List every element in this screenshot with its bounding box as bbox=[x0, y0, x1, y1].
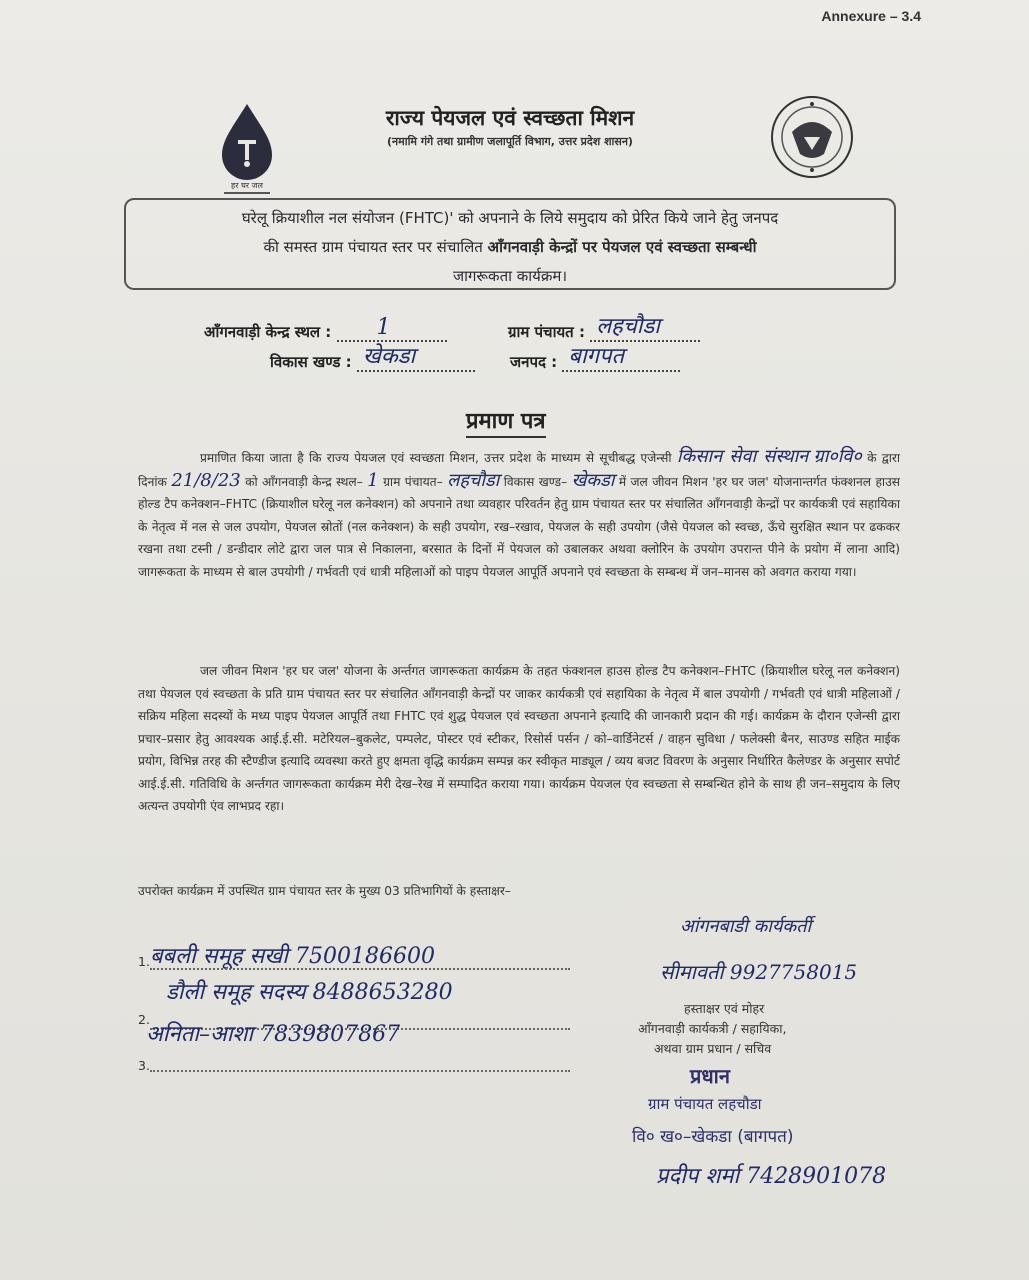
p1-text-d: ग्राम पंचायत– bbox=[383, 474, 443, 489]
annexure-label: Annexure – 3.4 bbox=[821, 8, 921, 24]
district-dots bbox=[562, 344, 680, 372]
centre-dots bbox=[337, 315, 447, 342]
logo-caption: हर घर जल bbox=[231, 181, 263, 190]
centre-value: 1 bbox=[376, 315, 391, 340]
panchayat-label: ग्राम पंचायत : bbox=[508, 323, 585, 341]
anganwadi-role-label: आँगनवाड़ी कार्यकत्री / सहायिका, bbox=[638, 1021, 787, 1036]
anganwadi-name-phone: सीमावती 9927758015 bbox=[660, 960, 858, 984]
p1-text-c: को आँगनवाड़ी केन्द्र स्थल– bbox=[245, 474, 363, 489]
centre-field bbox=[204, 315, 447, 342]
district-label: जनपद : bbox=[510, 353, 558, 371]
panchayat-dots bbox=[590, 314, 700, 342]
centre-label: आँगनवाड़ी केन्द्र स्थल : bbox=[204, 323, 332, 341]
up-government-emblem-icon bbox=[762, 92, 862, 182]
org-subtitle: (नमामि गंगे तथा ग्रामीण जलापूर्ति विभाग, उत्तर प्रदेश शासन) bbox=[387, 135, 633, 148]
district-value: बागपत bbox=[568, 344, 625, 369]
certificate-paragraph-2: जल जीवन मिशन 'हर घर जल' योजना के अर्न्तगत जागरूकता कार्यक्रम के तहत फंक्शनल हाउस होल्ड टैप कनेक्शन–FHTC (क्रियाशील घरेलू नल कनेक्शन) तथा पेयजल एवं स्वच्छता के प्रति ग्राम पंचायत स्तर पर संचालित आँगनवाड़ी केन्द्रों पर जाकर कार्यकत्री एवं सहायिका के नेतृत्व में बाल उपयोगी / गर्भवती एवं धात्री महिलाओं / सक्रिय महिला सदस्यों के मध्य पाइप पेयजल आपूर्ति तथा FHTC एवं शुद्ध पेयजल एवं स्वच्छता अपनाने इत्यादि की जानकारी प्रदान की गई। कार्यक्रम के दौरान एजेन्सी द्वारा प्रचार–प्रसार हेतु आवश्यक आई.ई.सी. मटेरियल–बुकलेट, पम्पलेट, पोस्टर एवं स्टीकर, रिसोर्स पर्सन / को–वार्डिनेटर्स / वाहन सुविधा / फलेक्सी बैनर, साउण्ड सहित माईक प्रयोग, विभिन्न तरह की स्टैण्डीज इत्यादि व्यवस्था करते हुए क्षमता वृद्धि कार्यक्रम सम्पन्न कर स्वीकृत माड्यूल / व्यय बजट विवरण के अनुसार निर्धारित कैलेण्डर के अनुसार सपोर्ट आई.ई.सी. गतिविधि के अर्न्तगत जागरूकता कार्यक्रम मेरी देख–रेख में सम्पादित कराया गया। कार्यक्रम पेयजल एंव स्वच्छता से सम्बन्धित होने के साथ ही जन–समुदाय के लिए अत्यन्त उपयोगी एंव लाभप्रद रहा। bbox=[138, 664, 900, 813]
date-handwritten: 21/8/23 bbox=[171, 469, 241, 491]
participant-3-signature: अनिता–आशा 7839807867 bbox=[146, 1022, 401, 1047]
participant-number-1: 1. bbox=[138, 954, 150, 969]
panchayat-handwritten: लहचौडा bbox=[447, 469, 500, 491]
district-field bbox=[510, 344, 680, 372]
block-value: खेकडा bbox=[362, 344, 416, 369]
certificate-paragraph-1 bbox=[138, 446, 900, 583]
block-dots bbox=[357, 344, 475, 372]
program-banner bbox=[124, 198, 896, 290]
pradhan-stamp-line-1: ग्राम पंचायत लहचौडा bbox=[648, 1095, 762, 1113]
banner-line-2-normal: की समस्त ग्राम पंचायत स्तर पर संचालित bbox=[263, 238, 488, 256]
participant-2-signature: डौली समूह सदस्य 8488653280 bbox=[166, 980, 453, 1005]
p1-text-b: के द्वारा दिनांक bbox=[138, 451, 901, 489]
banner-line-2-bold: आँगनवाड़ी केन्द्रों पर पेयजल एवं स्वच्छता सम्बन्धी bbox=[487, 238, 757, 256]
org-title: राज्य पेयजल एवं स्वच्छता मिशन bbox=[385, 106, 635, 130]
panchayat-value: लहचौडा bbox=[596, 314, 660, 339]
panchayat-field bbox=[508, 314, 700, 342]
pradhan-signature: प्रदीप शर्मा 7428901078 bbox=[656, 1164, 887, 1189]
p1-text-f: में जल जीवन मिशन 'हर घर जल' योजनान्तर्गत फंक्शनल हाउस होल्ड टैप कनेक्शन–FHTC (क्रियाशील घरेलू नल कनेक्शन) को अपनाने तथा व्यवहार परिवर्तन हेतु ग्राम पंचायत स्तर पर संचालित आँगनवाड़ी केन्द्रों पर कार्यकत्री एवं सहायिका के नेतृत्व में नल से जल उपयोग, पेयजल स्रोतों (नल कनेक्शन) के सही उपयोग, रख–रखाव, पेयजल के सही उपयोग (जैसे पेयजल को स्वच्छ, ऊँचे सुरक्षित स्थान पर ढककर रखना तथा टस्नी / डन्डीदार लोटे द्वारा जल पात्र से निकालना, बरसात के दिनों में पेयजल को उबालकर अथवा क्लोरिन के उपयोग उपरान्त पीने के प्रयोग में लाना आदि) जागरूकता के माध्यम से बाल उपयोगी / गर्भवती एवं धात्री महिलाओं को पाइप पेयजल आपूर्ति अपनाने एवं स्वच्छता के सम्बन्ध में जन–मानस को अवगत कराया गया। bbox=[138, 474, 900, 579]
anganwadi-signature: आंगनबाडी कार्यकर्ती bbox=[680, 916, 812, 937]
p1-text-e: विकास खण्ड– bbox=[503, 474, 568, 489]
participant-1-signature: बबली समूह सखी 7500186600 bbox=[150, 944, 435, 969]
sign-seal-label: हस्ताक्षर एवं मोहर bbox=[684, 1001, 765, 1016]
pradhan-role-label: अथवा ग्राम प्रधान / सचिव bbox=[654, 1041, 772, 1056]
block-handwritten: खेकडा bbox=[571, 469, 615, 491]
banner-line-1: घरेलू क्रियाशील नल संयोजन (FHTC)' को अपनाने के लिये समुदाय को प्रेरित किये जाने हेतु जनपद bbox=[241, 209, 779, 227]
agency-handwritten: किसान सेवा संस्थान bbox=[676, 446, 809, 467]
pradhan-stamp-title: प्रधान bbox=[690, 1064, 730, 1088]
participant-number-3: 3. bbox=[138, 1058, 150, 1073]
certificate-title: प्रमाण पत्र bbox=[466, 408, 546, 438]
banner-line-2 bbox=[126, 233, 894, 262]
banner-line-3: जागरूकता कार्यक्रम। bbox=[452, 267, 568, 285]
block-label: विकास खण्ड : bbox=[270, 353, 352, 371]
pradhan-stamp-line-2: वि० ख०–खेकडा (बागपत) bbox=[632, 1127, 794, 1147]
participant-3-line bbox=[150, 1070, 570, 1072]
participants-intro: उपरोक्त कार्यक्रम में उपस्थित ग्राम पंचायत स्तर के मुख्य 03 प्रतिभागियों के हस्ताक्षर– bbox=[138, 884, 511, 898]
participant-number-2: 2. bbox=[138, 1012, 150, 1027]
agency-handwritten-2: ग्रा०वि० bbox=[813, 446, 862, 467]
participant-1-line bbox=[150, 968, 570, 970]
p1-text-a: प्रमाणित किया जाता है कि राज्य पेयजल एवं स्वच्छता मिशन, उत्तर प्रदेश के माध्यम से सूचीबद्ध एजेन्सी bbox=[200, 451, 672, 465]
block-field bbox=[270, 344, 475, 372]
centre-handwritten: 1 bbox=[367, 469, 379, 491]
har-ghar-jal-logo bbox=[212, 100, 282, 200]
